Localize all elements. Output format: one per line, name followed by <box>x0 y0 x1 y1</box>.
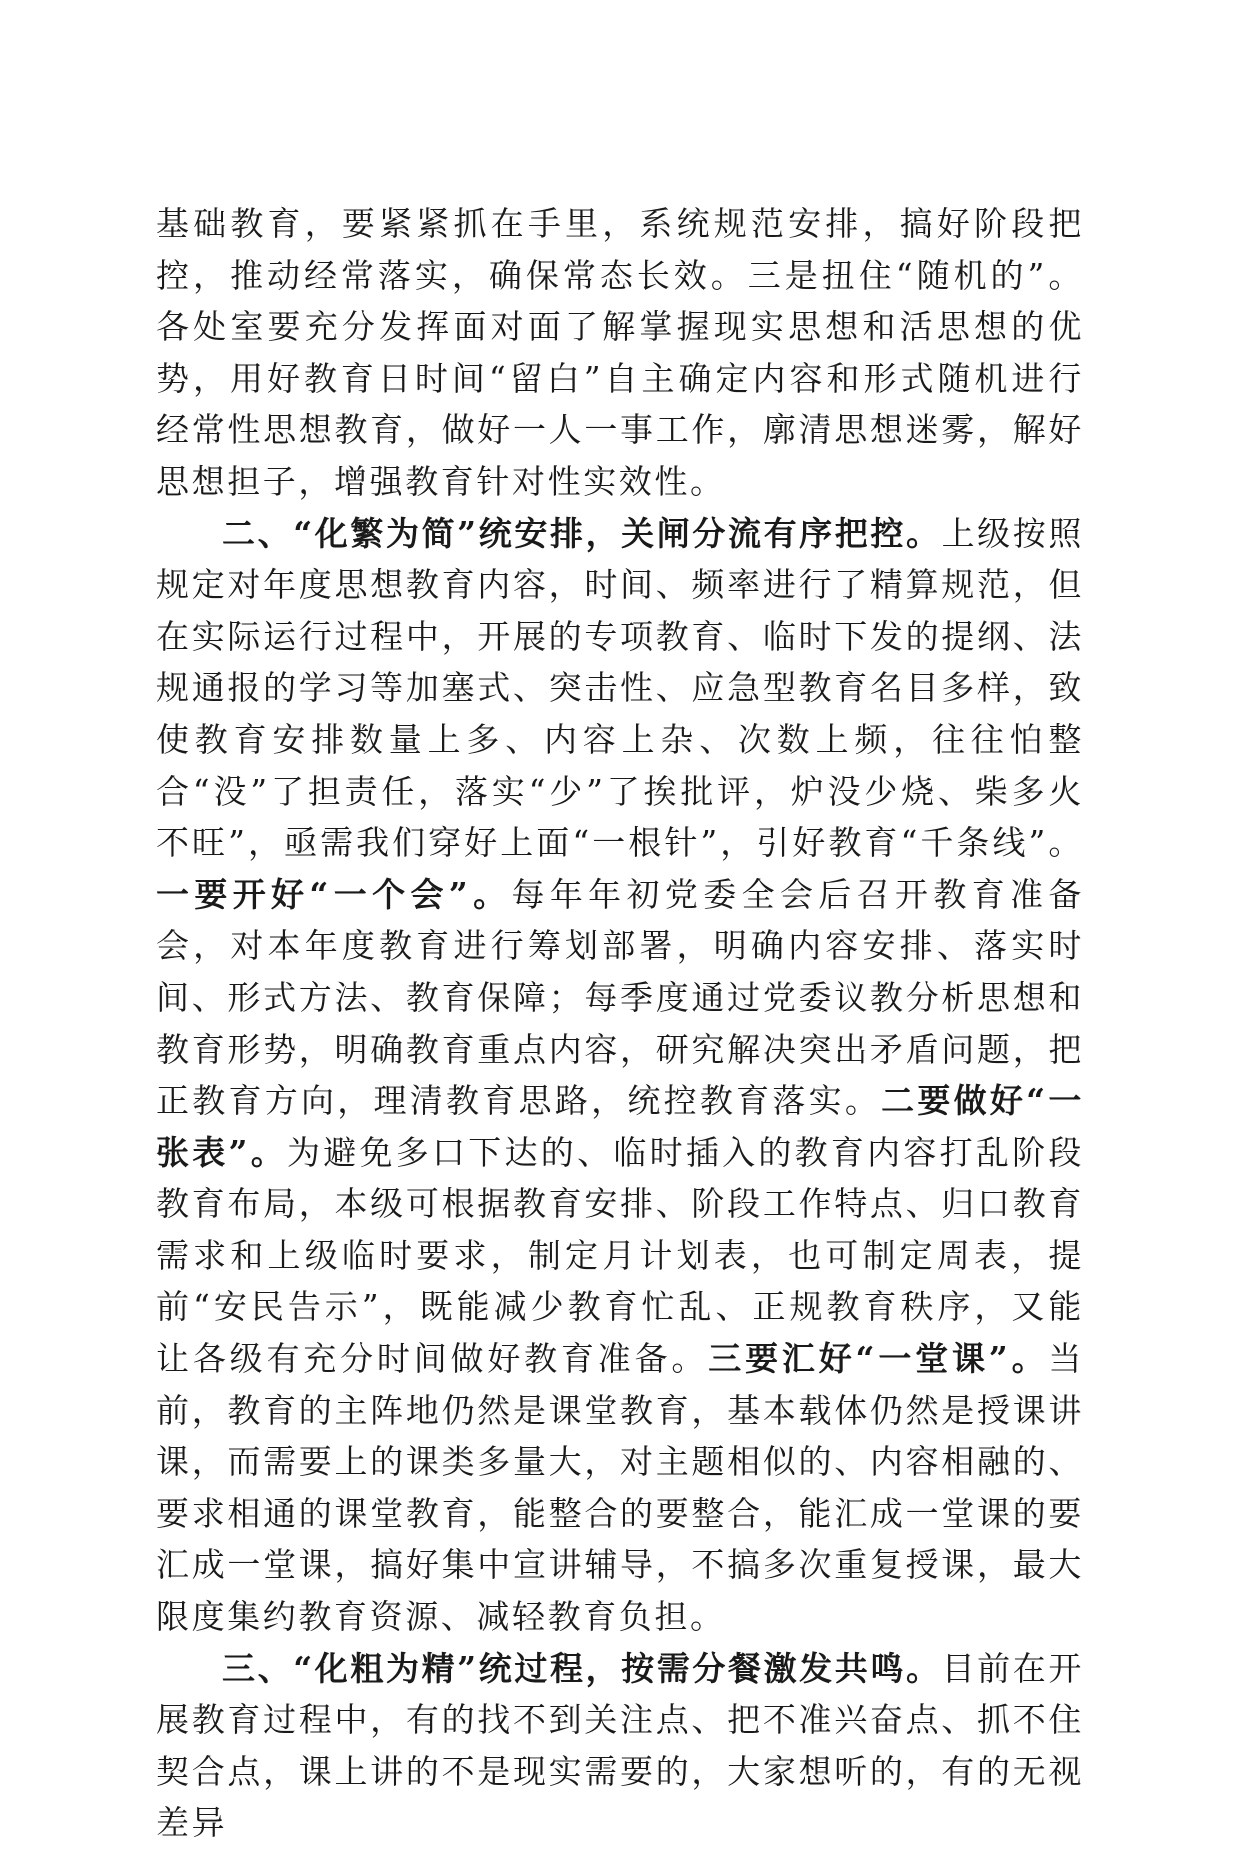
section-heading-two: 二、“化繁为简”统安排，关闸分流有序把控。 <box>222 513 942 553</box>
paragraph-3-section-three <box>156 1643 1084 1849</box>
text-run: 上级按照规定对年度思想教育内容，时间、频率进行了精算规范，但在实际运行过程中，开展的专项教育、临时下发的提纲、法规通报的学习等加塞式、突击性、应急型教育名目多样，致使教育安排数量上多、内容上杂、次数上频，往往怕整合“没”了担责任，落实“少”了挨批评，炉没少烧、柴多火不旺”，亟需我们穿好上面“一根针”，引好教育“千条线”。 <box>156 513 1084 863</box>
section-heading-three: 三、“化粗为精”统过程，按需分餐激发共鸣。 <box>222 1648 942 1688</box>
point-heading-table: 二要做好“一张表”。 <box>156 1081 1084 1172</box>
text-run: 目前在开展教育过程中，有的找不到关注点、把不准兴奋点、抓不住契合点，课上讲的不是现实需要的，大家想听的，有的无视差异 <box>156 1648 1084 1843</box>
text-run: 为避免多口下达的、临时插入的教育内容打乱阶段教育布局，本级可根据教育安排、阶段工作特点、归口教育需求和上级临时要求，制定月计划表，也可制定周表，提前“安民告示”，既能减少教育忙乱、正规教育秩序，又能让各级有充分时间做好教育准备。 <box>156 1132 1084 1379</box>
paragraph-2-section-two <box>156 508 1084 1643</box>
point-heading-meeting: 一要开好“一个会”。 <box>156 874 512 914</box>
paragraph-1 <box>156 198 1084 508</box>
document-body <box>156 198 1084 1849</box>
text-run: 基础教育，要紧紧抓在手里，系统规范安排，搞好阶段把控，推动经常落实，确保常态长效。三是扭住“随机的”。各处室要充分发挥面对面了解掌握现实思想和活思想的优势，用好教育日时间“留白”自主确定内容和形式随机进行经常性思想教育，做好一人一事工作，廓清思想迷雾，解好思想担子，增强教育针对性实效性。 <box>156 204 1084 501</box>
text-run: 每年年初党委全会后召开教育准备会，对本年度教育进行筹划部署，明确内容安排、落实时间、形式方法、教育保障；每季度通过党委议教分析思想和教育形势，明确教育重点内容，研究解决突出矛盾问题，把正教育方向，理清教育思路，统控教育落实。 <box>156 874 1085 1121</box>
point-heading-lesson: 三要汇好“一堂课”。 <box>708 1339 1049 1379</box>
text-run: 当前，教育的主阵地仍然是课堂教育，基本载体仍然是授课讲课，而需要上的课类多量大，对主题相似的、内容相融的、要求相通的课堂教育，能整合的要整合，能汇成一堂课的要汇成一堂课，搞好集中宣讲辅导，不搞多次重复授课，最大限度集约教育资源、减轻教育负担。 <box>156 1339 1085 1637</box>
